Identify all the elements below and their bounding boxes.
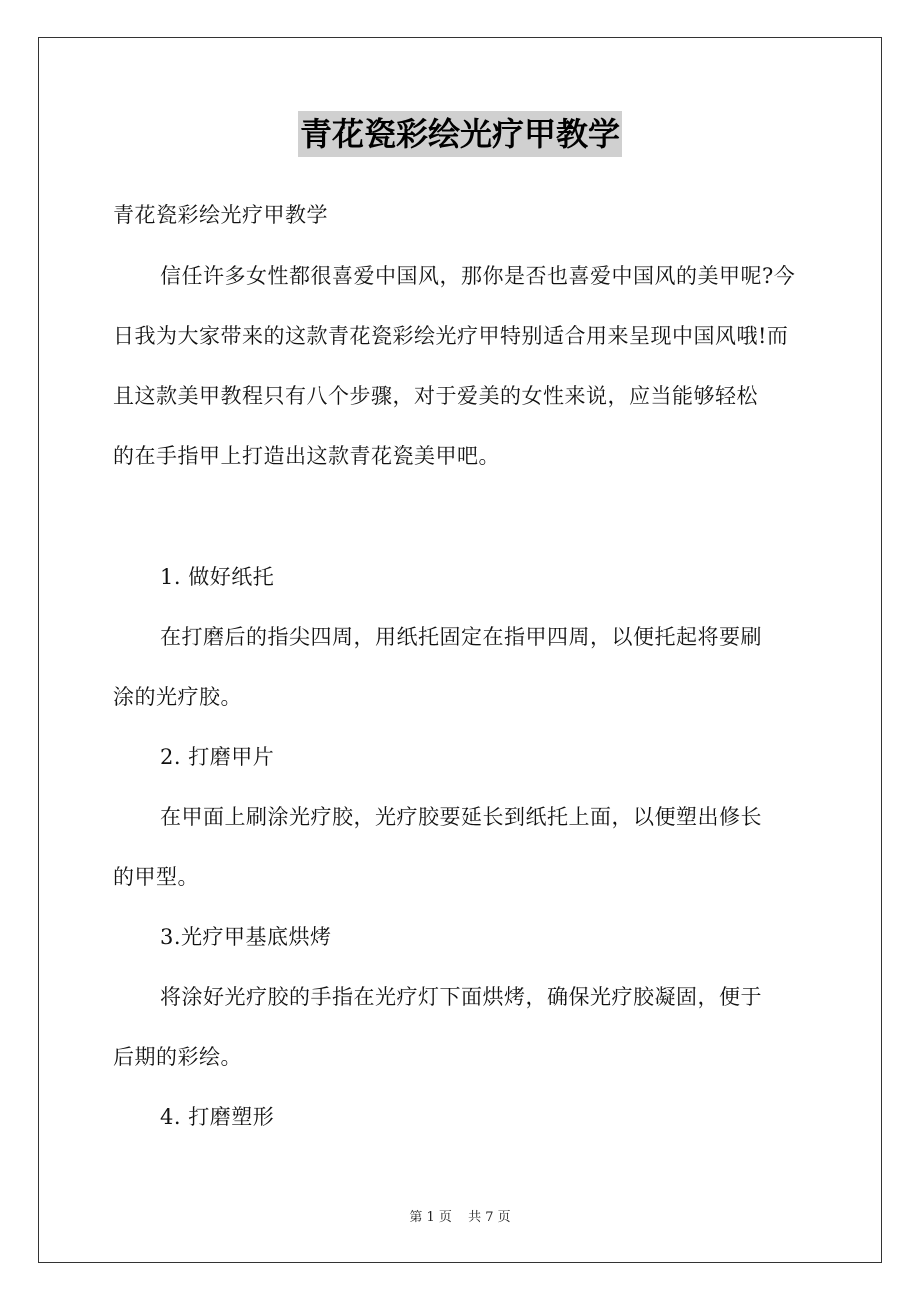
document-title: 青花瓷彩绘光疗甲教学	[298, 111, 622, 157]
step3-heading: 3.光疗甲基底烘烤	[160, 925, 332, 949]
title-wrap	[0, 111, 920, 157]
step1-heading: 1. 做好纸托	[160, 565, 275, 589]
step1-line-1: 在打磨后的指尖四周，用纸托固定在指甲四周，以便托起将要刷	[160, 625, 762, 649]
page-number: 第 1 页	[409, 1210, 452, 1225]
intro-line-1: 信任许多女性都很喜爱中国风，那你是否也喜爱中国风的美甲呢?今	[160, 264, 796, 288]
step2-line-2: 的甲型。	[113, 865, 199, 889]
step3-line-1: 将涂好光疗胶的手指在光疗灯下面烘烤，确保光疗胶凝固，便于	[160, 985, 762, 1009]
page-total: 共 7 页	[468, 1210, 511, 1225]
step2-line-1: 在甲面上刷涂光疗胶，光疗胶要延长到纸托上面，以便塑出修长	[160, 805, 762, 829]
intro-line-3: 且这款美甲教程只有八个步骤，对于爱美的女性来说，应当能够轻松	[113, 384, 758, 408]
step1-line-2: 涂的光疗胶。	[113, 685, 242, 709]
step3-line-2: 后期的彩绘。	[113, 1045, 242, 1069]
intro-line-2: 日我为大家带来的这款青花瓷彩绘光疗甲特别适合用来呈现中国风哦!而	[113, 324, 789, 348]
page-footer	[0, 1206, 920, 1225]
intro-line-4: 的在手指甲上打造出这款青花瓷美甲吧。	[113, 444, 500, 468]
step2-heading: 2. 打磨甲片	[160, 745, 275, 769]
step4-heading: 4. 打磨塑形	[160, 1105, 275, 1129]
subtitle: 青花瓷彩绘光疗甲教学	[113, 203, 328, 227]
